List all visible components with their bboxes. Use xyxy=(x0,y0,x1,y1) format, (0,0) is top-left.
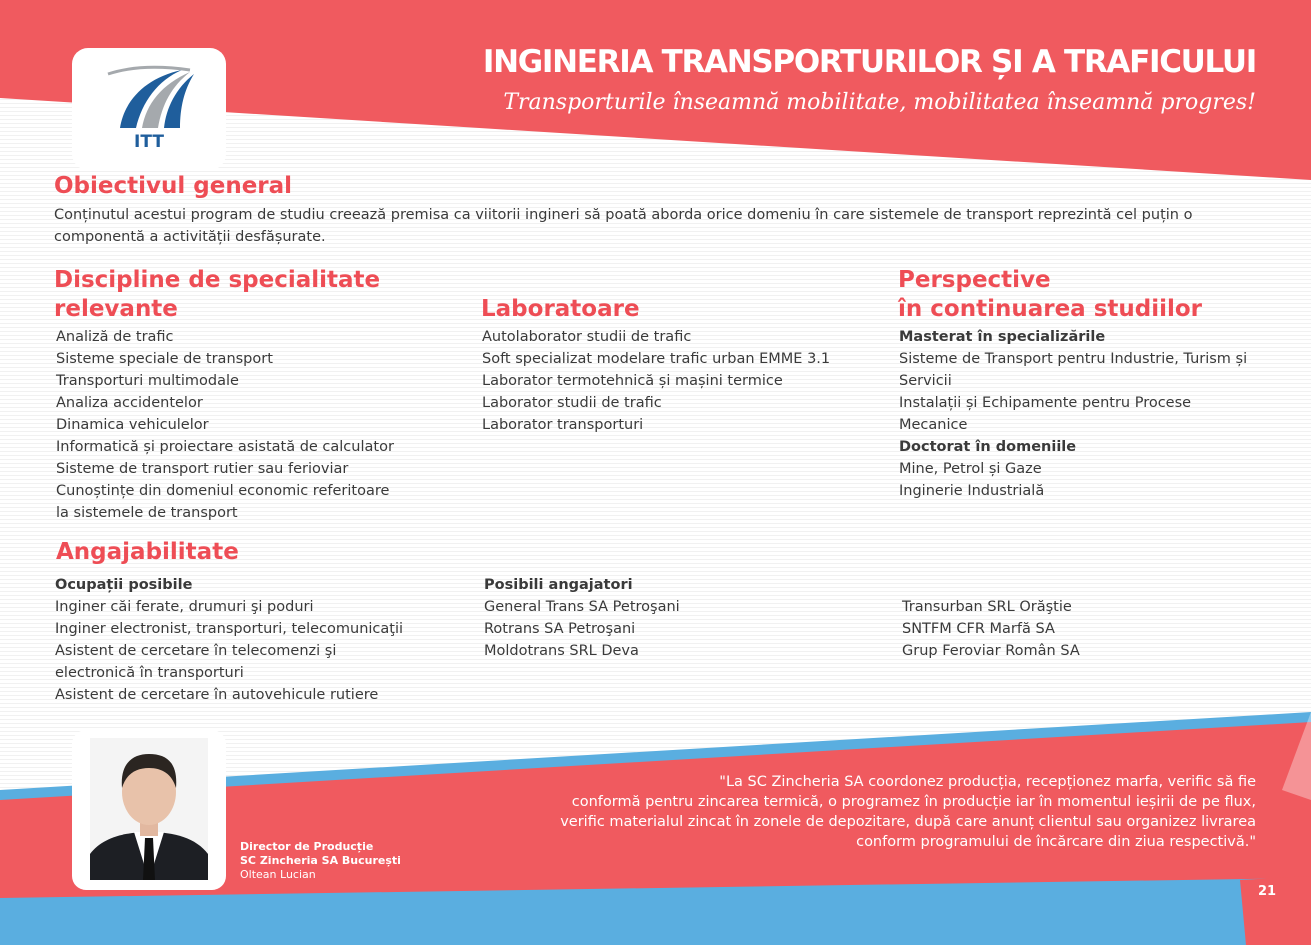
employers-list-1 xyxy=(484,574,680,662)
page-subtitle: Transporturile înseamnă mobilitate, mobilitatea înseamnă progres! xyxy=(503,90,1256,115)
list-item: Transurban SRL Orăştie xyxy=(902,599,1072,615)
disciplines-heading xyxy=(54,266,380,324)
testimonial-role: Director de Producție xyxy=(240,840,374,853)
list-item: la sistemele de transport xyxy=(56,505,238,521)
list-item: Asistent de cercetare în telecomenzi şi xyxy=(55,643,337,659)
perspectives-heading-line1: Perspective xyxy=(898,267,1051,293)
testimonial-quote xyxy=(540,772,1256,852)
labs-list xyxy=(482,326,830,436)
quote-line: verific materialul zincat în zonele de depozitare, după care anunț clientul sau organizez livrarea xyxy=(560,814,1256,830)
master-label: Masterat în specializările xyxy=(899,329,1106,345)
perspectives-list xyxy=(899,326,1247,502)
labs-heading: Laboratoare xyxy=(481,296,640,322)
jobs-label: Ocupații posibile xyxy=(55,577,193,593)
list-item: Laborator transporturi xyxy=(482,417,644,433)
photo-card xyxy=(72,730,226,890)
list-item: Mecanice xyxy=(899,417,968,433)
person-photo-icon xyxy=(72,730,226,890)
list-item: Moldotrans SRL Deva xyxy=(484,643,639,659)
disciplines-list xyxy=(56,326,394,524)
list-item: Asistent de cercetare în autovehicule rutiere xyxy=(55,687,379,703)
list-item: Transporturi multimodale xyxy=(56,373,239,389)
list-item: Inginerie Industrială xyxy=(899,483,1045,499)
list-item: Rotrans SA Petroşani xyxy=(484,621,636,637)
perspectives-heading-line2: în continuarea studiilor xyxy=(898,296,1203,322)
list-item: Autolaborator studii de trafic xyxy=(482,329,692,345)
employers-list-2 xyxy=(902,596,1080,662)
list-item: Mine, Petrol și Gaze xyxy=(899,461,1042,477)
objective-heading: Obiectivul general xyxy=(54,173,293,199)
list-item: Dinamica vehiculelor xyxy=(56,417,209,433)
list-item: Inginer electronist, transporturi, telecomunicaţii xyxy=(55,621,404,637)
list-item: Sisteme de Transport pentru Industrie, Turism și xyxy=(899,351,1248,367)
disciplines-heading-line1: Discipline de specialitate xyxy=(54,267,381,293)
list-item: Laborator termotehnică și mașini termice xyxy=(482,373,783,389)
logo-text: ITT xyxy=(134,132,164,152)
quote-line: "La SC Zincheria SA coordonez producția, recepționez marfa, verific să fie xyxy=(719,774,1256,790)
jobs-list xyxy=(55,574,403,706)
list-item: General Trans SA Petroşani xyxy=(484,599,680,615)
list-item: Inginer căi ferate, drumuri şi poduri xyxy=(55,599,314,615)
perspectives-heading xyxy=(898,266,1202,324)
testimonial-name: Oltean Lucian xyxy=(240,868,316,881)
disciplines-heading-line2: relevante xyxy=(54,296,178,322)
list-item: Servicii xyxy=(899,373,952,389)
list-item: Analiză de trafic xyxy=(56,329,174,345)
list-item: Sisteme speciale de transport xyxy=(56,351,273,367)
list-item: electronică în transporturi xyxy=(55,665,244,681)
logo-card xyxy=(72,48,226,170)
employability-heading: Angajabilitate xyxy=(56,539,239,565)
testimonial-company: SC Zincheria SA București xyxy=(240,854,401,867)
list-item: Cunoștințe din domeniul economic referitoare xyxy=(56,483,390,499)
list-item: Instalații și Echipamente pentru Procese xyxy=(899,395,1192,411)
list-item: Analiza accidentelor xyxy=(56,395,203,411)
list-item: Informatică și proiectare asistată de calculator xyxy=(56,439,394,455)
objective-text: Conținutul acestui program de studiu creează premisa ca viitorii ingineri să poată aborda orice domeniu în care sistemele de transport reprezintă cel puțin o componentă a activității desfășurate. xyxy=(54,207,1193,245)
page-number: 21 xyxy=(1258,884,1277,899)
list-item: Grup Feroviar Român SA xyxy=(902,643,1080,659)
quote-line: conform programului de încărcare din ziua respectivă." xyxy=(856,834,1256,850)
quote-line: conformă pentru zincarea termică, o programez în producție iar în momentul ieșirii de pe flux, xyxy=(571,794,1256,810)
employers-label: Posibili angajatori xyxy=(484,577,633,593)
list-item: Laborator studii de trafic xyxy=(482,395,662,411)
testimonial-caption xyxy=(240,840,401,882)
phd-label: Doctorat în domeniile xyxy=(899,439,1077,455)
list-item: SNTFM CFR Marfă SA xyxy=(902,621,1055,637)
page-title: INGINERIA TRANSPORTURILOR ȘI A TRAFICULUI xyxy=(482,44,1256,80)
list-item: Sisteme de transport rutier sau ferioviar xyxy=(56,461,349,477)
list-item: Soft specializat modelare trafic urban EMME 3.1 xyxy=(482,351,831,367)
